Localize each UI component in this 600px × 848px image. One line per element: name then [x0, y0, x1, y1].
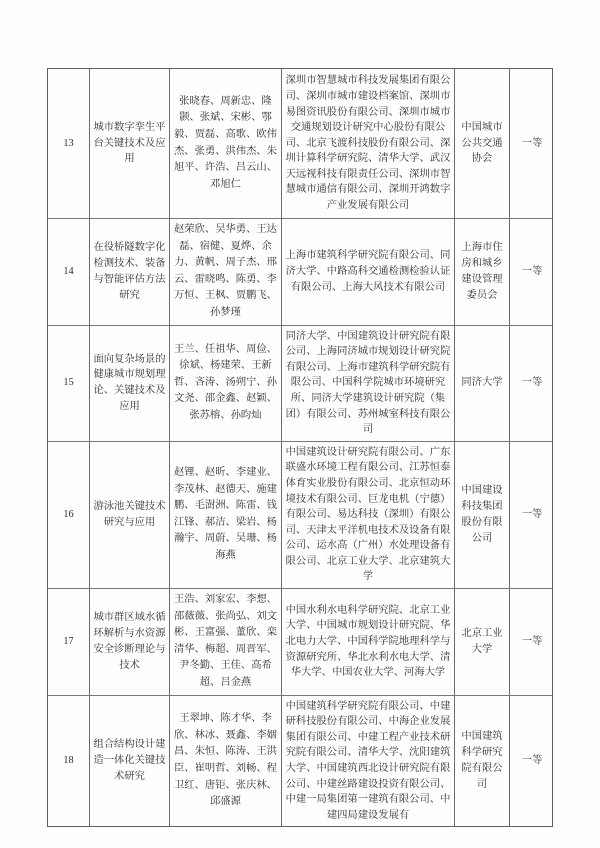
project-name-cell	[89, 589, 169, 695]
recommender-cell	[454, 219, 509, 325]
table-row	[48, 218, 552, 325]
contributors: 王翠坤、陈才华、李欣、林冰、聂鑫、李姻昌、朱恒、陈涛、王洪臣、崔明哲、刘畅、程卫红、唐钜、张庆林、邱盛源	[174, 713, 277, 808]
project-name: 城市数字孪生平台关键技术及应用	[93, 121, 166, 165]
award-grade-cell	[509, 589, 554, 695]
award-grade-cell	[509, 326, 554, 441]
recommender-cell	[454, 69, 509, 218]
serial-number-cell	[48, 442, 89, 588]
organizations: 上海市建筑科学研究院有限公司、同济大学、中路高科交通检测检验认证有限公司、上海大风技术有限公司	[285, 250, 451, 293]
project-name: 组合结构设计建造一体化关键技术研究	[93, 739, 166, 782]
project-name: 游泳池关键技术研究与应用	[93, 501, 166, 528]
contributors-cell	[169, 69, 281, 218]
recommender-cell	[454, 696, 509, 827]
serial-number: 15	[63, 377, 74, 389]
serial-number-cell	[48, 326, 89, 441]
table-row	[48, 441, 552, 588]
award-table	[47, 68, 553, 827]
contributors: 王浩、刘家宏、李想、邵薇薇、张尚弘、刘文彬、王富强、董欣、栾清华、梅超、周晋军、尹冬勤、王佳、高希超、吕金燕	[174, 594, 277, 689]
project-name: 在役桥隧数字化检测技术、装备与智能评估方法研究	[93, 242, 166, 301]
serial-number: 16	[63, 508, 74, 520]
recommender-cell	[454, 589, 509, 695]
contributors: 赵锂、赵昕、李建业、李茂林、赵德天、施建鹏、毛澍洲、陈雷、钱江锋、郝洁、梁岩、杨瀚宇、周蔚、吴珊、杨海燕	[174, 467, 277, 562]
table-row	[48, 69, 552, 218]
award-grade: 一等	[521, 635, 543, 647]
serial-number-cell	[48, 589, 89, 695]
recommender-cell	[454, 442, 509, 588]
award-grade-cell	[509, 219, 554, 325]
contributors-cell	[169, 326, 281, 441]
contributors-cell	[169, 442, 281, 588]
project-name: 面向复杂场景的健康城市规划理论、关键技术及应用	[93, 353, 166, 412]
project-name-cell	[89, 696, 169, 827]
project-name-cell	[89, 69, 169, 218]
recommender-cell	[454, 326, 509, 441]
serial-number-cell	[48, 69, 89, 218]
contributors: 赵荣欣、吴华勇、王达磊、宿健、夏烨、余力、黄帆、周子杰、邢云、雷晓鸣、陈勇、李万恒、王枫、贾鹏飞、孙梦瑾	[174, 224, 277, 318]
award-grade: 一等	[521, 137, 543, 149]
organizations: 同济大学、中国建筑设计研究院有限公司、上海同济城市规划设计研究院有限公司、上海市建筑科学研究院有限公司、中国科学院城市环境研究所、同济大学建筑设计研究院（集团）有限公司、苏州城室科技有限公司	[285, 330, 451, 436]
table-row	[48, 695, 552, 827]
organizations: 深圳市智慧城市科技发展集团有限公司、深圳市城市建设档案馆、深圳市易图资讯股份有限公司、深圳市城市交通规划设计研究中心股份有限公司、北京飞渡科技股份有限公司、深圳计算科学研究院、清华大学、武汉天远视科技有限责任公司、深圳市智慧城市通信有限公司、深圳开鸿数字产业发展有限公司	[285, 75, 451, 212]
serial-number: 18	[63, 755, 74, 767]
project-name-cell	[89, 442, 169, 588]
serial-number-cell	[48, 696, 89, 827]
contributors-cell	[169, 696, 281, 827]
project-name-cell	[89, 326, 169, 441]
contributors: 张晓春、周新忠、隆颢、张斌、宋彬、鄂毅、贾磊、高歌、欧伟杰、张勇、洪伟杰、朱旭平、许浩、吕云山、邓旭仁	[174, 95, 277, 190]
organizations: 中国水利水电科学研究院、北京工业大学、中国城市规划设计研究院、华北电力大学、中国科学院地理科学与资源研究所、华北水利水电大学、清华大学、中国农业大学、河海大学	[285, 604, 451, 679]
serial-number: 13	[63, 137, 74, 149]
organizations: 中国建筑设计研究院有限公司、广东联盛水环境工程有限公司、江苏恒泰体育实业股份有限公司、北京恒动环境技术有限公司、巨龙电机（宁德）有限公司、易达科技（深圳）有限公司、天津太平洋机电技术及设备有限公司、运水高（广州）水处理设备有限公司、北京工业大学、北京建筑大学	[285, 446, 451, 583]
award-grade-cell	[509, 69, 554, 218]
award-grade-cell	[509, 696, 554, 827]
award-grade: 一等	[521, 508, 543, 520]
project-name: 城市群区域水循环解析与水资源安全诊断理论与技术	[93, 612, 166, 671]
table-row	[48, 588, 552, 695]
organizations-cell	[281, 69, 454, 218]
recommender: 中国建设科技集团股份有限公司	[461, 485, 503, 544]
recommender: 上海市住房和城乡建设管理委员会	[461, 242, 503, 301]
table-row	[48, 325, 552, 441]
contributors: 王兰、任祖华、周俭、徐斌、杨建荣、王新哲、吝涛、汤朔宁、孙文尧、邵金鑫、赵颖、张苏榕、孙昀灿	[174, 343, 277, 422]
organizations-cell	[281, 696, 454, 827]
serial-number-cell	[48, 219, 89, 325]
recommender: 北京工业大学	[461, 628, 503, 655]
award-grade: 一等	[521, 755, 543, 767]
organizations-cell	[281, 589, 454, 695]
contributors-cell	[169, 589, 281, 695]
project-name-cell	[89, 219, 169, 325]
organizations-cell	[281, 442, 454, 588]
serial-number: 17	[63, 635, 74, 647]
recommender: 中国建筑科学研究院有限公司	[461, 731, 503, 790]
organizations: 中国建筑科学研究院有限公司、中建研科技股份有限公司、中海企业发展集团有限公司、中建工程产业技术研究院有限公司、清华大学、沈阳建筑大学、中国建筑西北设计研究院有限公司、中建丝路建设投资有限公司、中建一局集团第一建筑有限公司、中建四局建设发展有	[285, 700, 451, 821]
contributors-cell	[169, 219, 281, 325]
organizations-cell	[281, 326, 454, 441]
award-grade: 一等	[521, 265, 543, 277]
award-grade-cell	[509, 442, 554, 588]
recommender: 同济大学	[461, 377, 503, 389]
award-grade: 一等	[521, 377, 543, 389]
serial-number: 14	[63, 265, 74, 277]
recommender: 中国城市公共交通协会	[461, 121, 503, 165]
organizations-cell	[281, 219, 454, 325]
